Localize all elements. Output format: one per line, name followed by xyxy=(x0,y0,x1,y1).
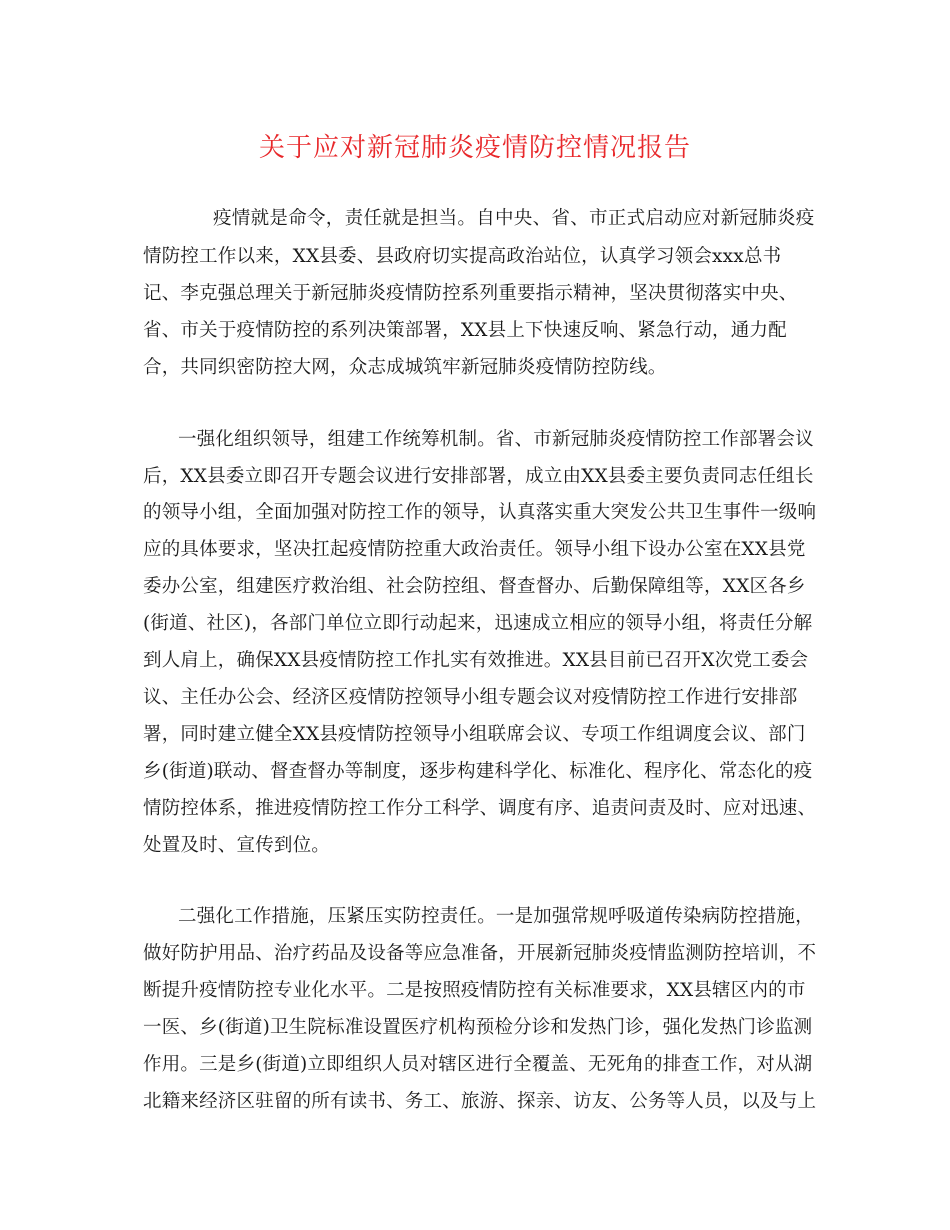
paragraph-2-line-9: 署，同时建立健全XX县疫情防控领导小组联席会议、专项工作组调度会议、部门 xyxy=(143,724,806,745)
paragraph-2-line-1: 一强化组织领导，组建工作统筹机制。省、市新冠肺炎疫情防控工作部署会议 xyxy=(178,429,814,450)
paragraph-2-line-4: 应的具体要求，坚决扛起疫情防控重大政治责任。领导小组下设办公室在XX县党 xyxy=(143,539,806,560)
paragraph-2-line-3: 的领导小组，全面加强对防控工作的领导，认真落实重大突发公共卫生事件一级响 xyxy=(143,502,817,523)
paragraph-2-line-10: 乡(街道)联动、督查督办等制度，逐步构建科学化、标准化、程序化、常态化的疫 xyxy=(143,761,813,782)
paragraph-1-line-1: 疫情就是命令，责任就是担当。自中央、省、市正式启动应对新冠肺炎疫 xyxy=(213,208,815,229)
paragraph-2-line-11: 情防控体系，推进疫情防控工作分工科学、调度有序、追责问责及时、应对迅速、 xyxy=(143,798,817,819)
paragraph-2-line-12: 处置及时、宣传到位。 xyxy=(143,835,331,856)
paragraph-3-line-6: 北籍来经济区驻留的所有读书、务工、旅游、探亲、访友、公务等人员，以及与上 xyxy=(143,1091,817,1112)
paragraph-3-line-2: 做好防护用品、治疗药品及设备等应急准备，开展新冠肺炎疫情监测防控培训，不 xyxy=(143,943,817,964)
paragraph-2-line-2: 后，XX县委立即召开专题会议进行安排部署，成立由XX县委主要负责同志任组长 xyxy=(143,466,814,487)
paragraph-2-line-7: 到人肩上，确保XX县疫情防控工作扎实有效推进。XX县目前已召开X次党工委会 xyxy=(143,650,809,671)
paragraph-2-line-8: 议、主任办公会、经济区疫情防控领导小组专题会议对疫情防控工作进行安排部 xyxy=(143,687,798,708)
paragraph-2-line-6: (街道、社区)，各部门单位立即行动起来，迅速成立相应的领导小组，将责任分解 xyxy=(143,613,813,634)
paragraph-3-line-4: 一医、乡(街道)卫生院标准设置医疗机构预检分诊和发热门诊，强化发热门诊监测 xyxy=(143,1017,813,1038)
paragraph-1-line-3: 记、李克强总理关于新冠肺炎疫情防控系列重要指示精神，坚决贯彻落实中央、 xyxy=(143,283,798,304)
paragraph-1-line-2: 情防控工作以来，XX县委、县政府切实提高政治站位，认真学习领会xxx总书 xyxy=(143,246,782,267)
paragraph-2-line-5: 委办公室，组建医疗救治组、社会防控组、督查督办、后勤保障组等，XX区各乡 xyxy=(143,576,806,597)
paragraph-1-line-4: 省、市关于疫情防控的系列决策部署，XX县上下快速反响、紧急行动，通力配 xyxy=(143,320,787,341)
paragraph-3-line-1: 二强化工作措施，压紧压实防控责任。一是加强常规呼吸道传染病防控措施， xyxy=(178,906,814,927)
paragraph-3-line-5: 作用。三是乡(街道)立即组织人员对辖区进行全覆盖、无死角的排查工作，对从湖 xyxy=(143,1054,813,1075)
document-title: 关于应对新冠肺炎疫情防控情况报告 xyxy=(258,133,691,163)
paragraph-1-line-5: 合，共同织密防控大网，众志成城筑牢新冠肺炎疫情防控防线。 xyxy=(143,357,667,378)
paragraph-3-line-3: 断提升疫情防控专业化水平。二是按照疫情防控有关标准要求，XX县辖区内的市 xyxy=(143,980,806,1001)
